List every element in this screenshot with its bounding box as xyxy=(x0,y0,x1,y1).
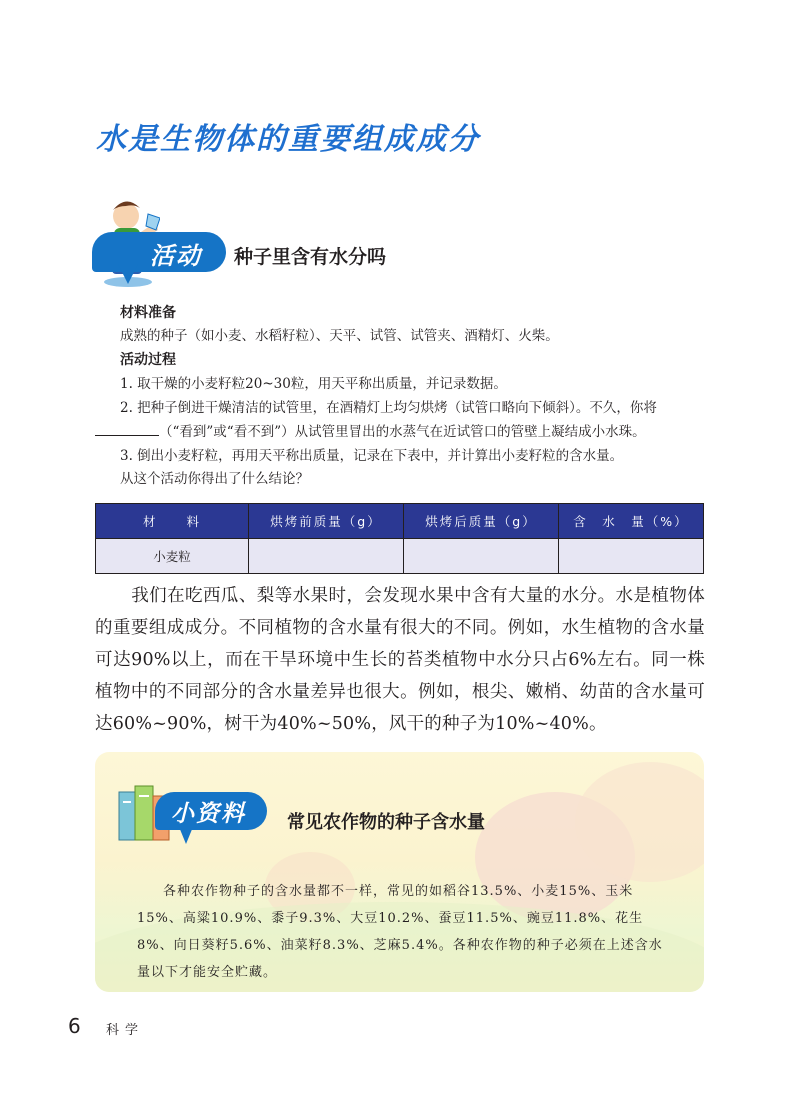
main-paragraph-text: 我们在吃西瓜、梨等水果时，会发现水果中含有大量的水分。水是植物体的重要组成成分。不同植物的含水量有很大的不同。例如，水生植物的含水量可达90%以上，而在干旱环境中生长的苔类植物中水分只占6%左右。同一株植物中的不同部分的含水量差异也很大。例如，根尖、嫩梢、幼苗的含水量可达60%~90%，树干为40%~50%，风干的种子为10%~40%。 xyxy=(95,586,705,734)
materials-text: 成熟的种子（如小麦、水稻籽粒）、天平、试管、试管夹、酒精灯、火柴。 xyxy=(120,328,559,344)
materials-heading: 材料准备 xyxy=(120,305,176,321)
page-number: 6 xyxy=(68,1014,81,1038)
answer-blank[interactable] xyxy=(95,422,159,436)
table-header-row xyxy=(96,504,704,539)
step-2-tail: （“看到”或“看不到”）从试管里冒出的水蒸气在近试管口的管壁上凝结成小水珠。 xyxy=(159,424,646,440)
info-text xyxy=(137,878,667,986)
table-header: 含 水 量（%） xyxy=(559,504,704,539)
table-header: 烘烤后质量（g） xyxy=(404,504,559,539)
main-paragraph xyxy=(95,580,705,740)
data-table xyxy=(95,503,704,574)
table-header: 烘烤前质量（g） xyxy=(249,504,404,539)
table-row xyxy=(96,539,704,574)
info-text-body: 各种农作物种子的含水量都不一样，常见的如稻谷13.5%、小麦15%、玉米15%、高粱10.9%、黍子9.3%、大豆10.2%、蚕豆11.5%、豌豆11.8%、花生8%、向日葵籽5.6%、油菜籽8.3%、芝麻5.4%。各种农作物的种子必须在上述含水量以下才能安全贮藏。 xyxy=(137,884,663,980)
question: 从这个活动你得出了什么结论？ xyxy=(120,471,309,487)
step-1: 1. 取干燥的小麦籽粒20~30粒，用天平称出质量，并记录数据。 xyxy=(120,376,507,392)
info-box xyxy=(95,752,704,992)
info-badge-label: 小资料 xyxy=(171,801,246,827)
subject-label: 科学 xyxy=(106,1023,145,1038)
table-cell[interactable] xyxy=(404,539,559,574)
activity-header xyxy=(92,196,452,306)
step-2-line-2 xyxy=(95,421,646,443)
activity-badge-tail xyxy=(118,264,138,284)
table-cell: 小麦粒 xyxy=(96,539,249,574)
activity-badge-label: 活动 xyxy=(150,242,202,270)
step-3: 3. 倒出小麦籽粒，再用天平称出质量，记录在下表中，并计算出小麦籽粒的含水量。 xyxy=(120,448,624,464)
process-heading: 活动过程 xyxy=(120,352,176,368)
page-title: 水是生物体的重要组成成分 xyxy=(96,122,480,157)
info-title: 常见农作物的种子含水量 xyxy=(287,812,485,833)
table-cell[interactable] xyxy=(249,539,404,574)
activity-title: 种子里含有水分吗 xyxy=(234,246,387,268)
table-cell[interactable] xyxy=(559,539,704,574)
table-header: 材 料 xyxy=(96,504,249,539)
step-2-line-1: 2. 把种子倒进干燥清洁的试管里，在酒精灯上均匀烘烤（试管口略向下倾斜）。不久，你将 xyxy=(120,400,657,416)
